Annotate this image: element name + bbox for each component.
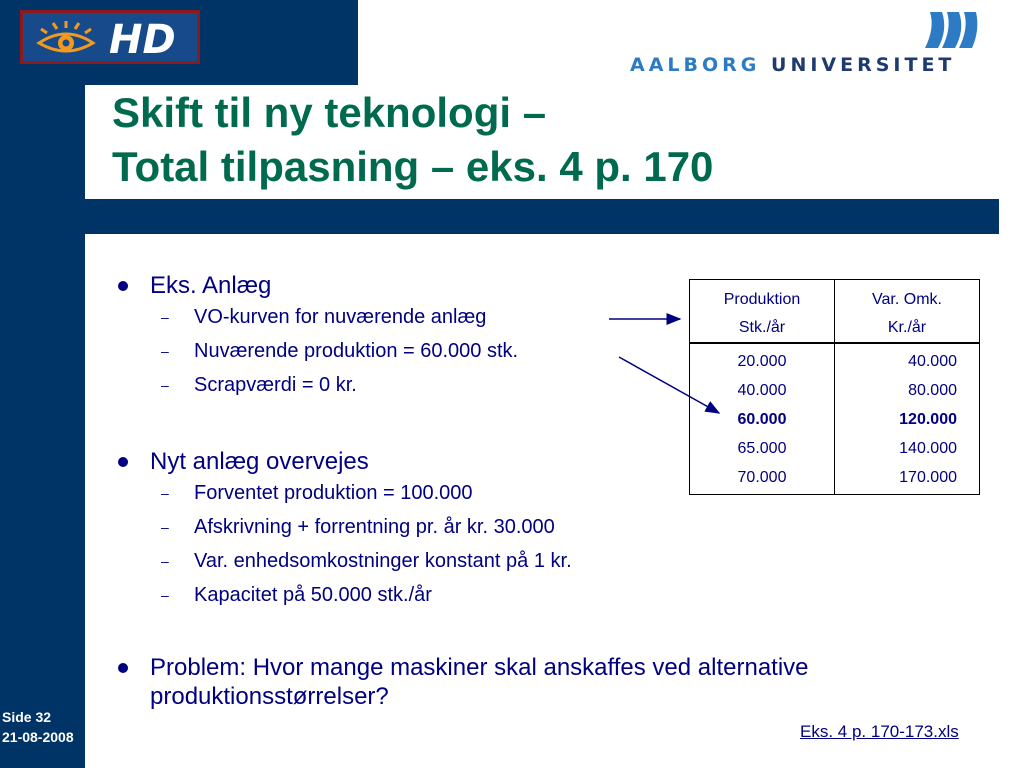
table-cell-production: 70.000 (737, 469, 787, 486)
slide-title-line1: Skift til ny teknologi – (112, 89, 547, 136)
arrow-to-current-row (619, 357, 719, 413)
spreadsheet-link[interactable]: Eks. 4 p. 170-173.xls (800, 722, 959, 741)
table-cell-var-cost: 40.000 (908, 353, 957, 370)
bullet-main: Nyt anlæg overvejes (118, 447, 572, 476)
bullet-sub: – VO-kurven for nuværende anlæg (117, 300, 518, 334)
bullet-sub: – Nuværende produktion = 60.000 stk. (117, 334, 518, 368)
page-number: Side 32 (2, 709, 52, 725)
table-cell-var-cost: 170.000 (899, 469, 957, 486)
table-cell-production: 60.000 (737, 411, 787, 428)
page-date: 21-08-2008 (2, 729, 74, 745)
table-cell-production: 40.000 (737, 382, 787, 399)
header-production-line2: Stk./år (738, 319, 786, 336)
header-production-line1: Produktion (723, 291, 801, 308)
page-footer (2, 707, 74, 747)
table-cell-var-cost: 80.000 (908, 382, 957, 399)
au-logo-universitet: UNIVERSITET (771, 54, 956, 76)
table-cell-var-cost: 120.000 (899, 411, 957, 428)
bullet-sub: – Var. enhedsomkostninger konstant på 1 kr. (117, 544, 572, 578)
problem-line2: produktionsstørrelser? (150, 683, 389, 710)
bullet-sub: – Forventet produktion = 100.000 (117, 476, 572, 510)
table-cell-production: 65.000 (737, 440, 787, 457)
hd-logo-text: HD (109, 17, 176, 63)
au-logo-aalborg: AALBORG (630, 54, 761, 76)
bullet-main: Eks. Anlæg (118, 271, 518, 300)
header-var-cost-line2: Kr./år (887, 319, 927, 336)
bullet-sub: – Kapacitet på 50.000 stk./år (117, 578, 572, 612)
header-var-cost-line1: Var. Omk. (872, 291, 942, 308)
problem-line1: Problem: Hvor mange maskiner skal anskaffes ved alternative (150, 654, 809, 681)
table-cell-production: 20.000 (737, 353, 787, 370)
bullet-sub: – Afskrivning + forrentning pr. år kr. 30.000 (117, 510, 572, 544)
bullet-sub: – Scrapværdi = 0 kr. (117, 368, 518, 402)
slide-title-line2: Total tilpasning – eks. 4 p. 170 (112, 143, 714, 190)
table-cell-var-cost: 140.000 (899, 440, 957, 457)
